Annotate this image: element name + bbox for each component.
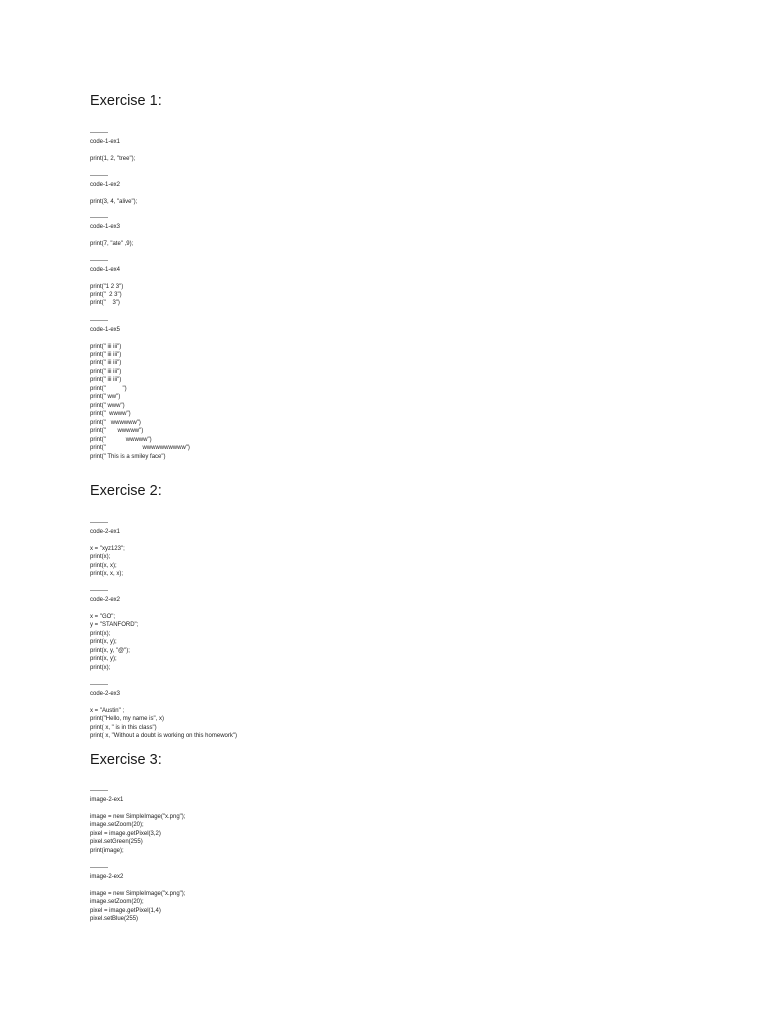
code-line: print( x, "Without a doubt is working on this homework") xyxy=(90,733,237,739)
code-line: print(" iii iii") xyxy=(90,344,122,350)
separator: ——— xyxy=(90,130,108,136)
block-label: code-2-ex3 xyxy=(90,691,121,697)
code-line: print(" www") xyxy=(90,403,125,409)
code-line: print(x, x); xyxy=(90,563,117,569)
code-line: print(x); xyxy=(90,631,111,637)
code-line: print(" wwwww") xyxy=(90,428,144,434)
code-line: print(image); xyxy=(90,848,124,854)
code-line: print(" 3") xyxy=(90,300,120,306)
code-line: image.setZoom(20); xyxy=(90,822,144,828)
block-label: code-2-ex1 xyxy=(90,529,121,535)
code-line: print(" iii iii") xyxy=(90,377,122,383)
separator: ——— xyxy=(90,865,108,871)
separator: ——— xyxy=(90,682,108,688)
block-label: code-1-ex1 xyxy=(90,139,121,145)
code-line: print(" iii iii") xyxy=(90,352,122,358)
code-line: print(" wwwwwwwwww") xyxy=(90,445,190,451)
code-line: image.setZoom(20); xyxy=(90,899,144,905)
code-line: print(x, y); xyxy=(90,656,117,662)
code-line: print(x); xyxy=(90,554,111,560)
code-line: print(x); xyxy=(90,665,111,671)
code-line: print(" iii iii") xyxy=(90,369,122,375)
code-line: x = "Austin" ; xyxy=(90,708,125,714)
code-line: print( x, " is in this class") xyxy=(90,725,157,731)
separator: ——— xyxy=(90,258,108,264)
block-label: code-1-ex3 xyxy=(90,224,121,230)
separator: ——— xyxy=(90,215,108,221)
code-line: print(" ww") xyxy=(90,394,121,400)
block-label: code-1-ex2 xyxy=(90,182,121,188)
code-line: print("1 2 3") xyxy=(90,284,124,290)
code-line: print(" wwwww") xyxy=(90,437,152,443)
code-line: pixel.setBlue(255) xyxy=(90,916,139,922)
separator: ——— xyxy=(90,788,108,794)
code-line: print("Hello, my name is", x) xyxy=(90,716,164,722)
code-line: pixel = image.getPixel(3,2) xyxy=(90,831,161,837)
section-title: Exercise 2: xyxy=(90,483,162,499)
separator: ——— xyxy=(90,588,108,594)
code-line: print(x, x, x); xyxy=(90,571,124,577)
code-line: pixel.setGreen(255) xyxy=(90,839,143,845)
code-line: y = "STANFORD"; xyxy=(90,622,139,628)
code-line: print(" This is a smiley face") xyxy=(90,454,166,460)
code-line: print(1, 2, "tree"); xyxy=(90,156,136,162)
block-label: image-2-ex2 xyxy=(90,874,124,880)
code-line: image = new SimpleImage("x.png"); xyxy=(90,891,186,897)
code-line: print(" wwwwww") xyxy=(90,420,141,426)
code-line: image = new SimpleImage("x.png"); xyxy=(90,814,186,820)
code-line: print(" 2 3") xyxy=(90,292,122,298)
block-label: code-2-ex2 xyxy=(90,597,121,603)
separator: ——— xyxy=(90,318,108,324)
block-label: code-1-ex4 xyxy=(90,267,121,273)
code-line: print(" wwww") xyxy=(90,411,131,417)
code-line: x = "xyz123"; xyxy=(90,546,125,552)
separator: ——— xyxy=(90,520,108,526)
block-label: code-1-ex5 xyxy=(90,327,121,333)
code-line: print(" iii iii") xyxy=(90,360,122,366)
code-line: print(" ") xyxy=(90,386,127,392)
code-line: print(x, y); xyxy=(90,639,117,645)
section-title: Exercise 1: xyxy=(90,93,162,109)
separator: ——— xyxy=(90,173,108,179)
block-label: image-2-ex1 xyxy=(90,797,124,803)
code-line: x = "GO"; xyxy=(90,614,116,620)
section-title: Exercise 3: xyxy=(90,752,162,768)
code-line: pixel = image.getPixel(1,4) xyxy=(90,908,161,914)
code-line: print(x, y, "@"); xyxy=(90,648,130,654)
code-line: print(3, 4, "alive"); xyxy=(90,199,138,205)
code-line: print(7, "ate" ,9); xyxy=(90,241,134,247)
